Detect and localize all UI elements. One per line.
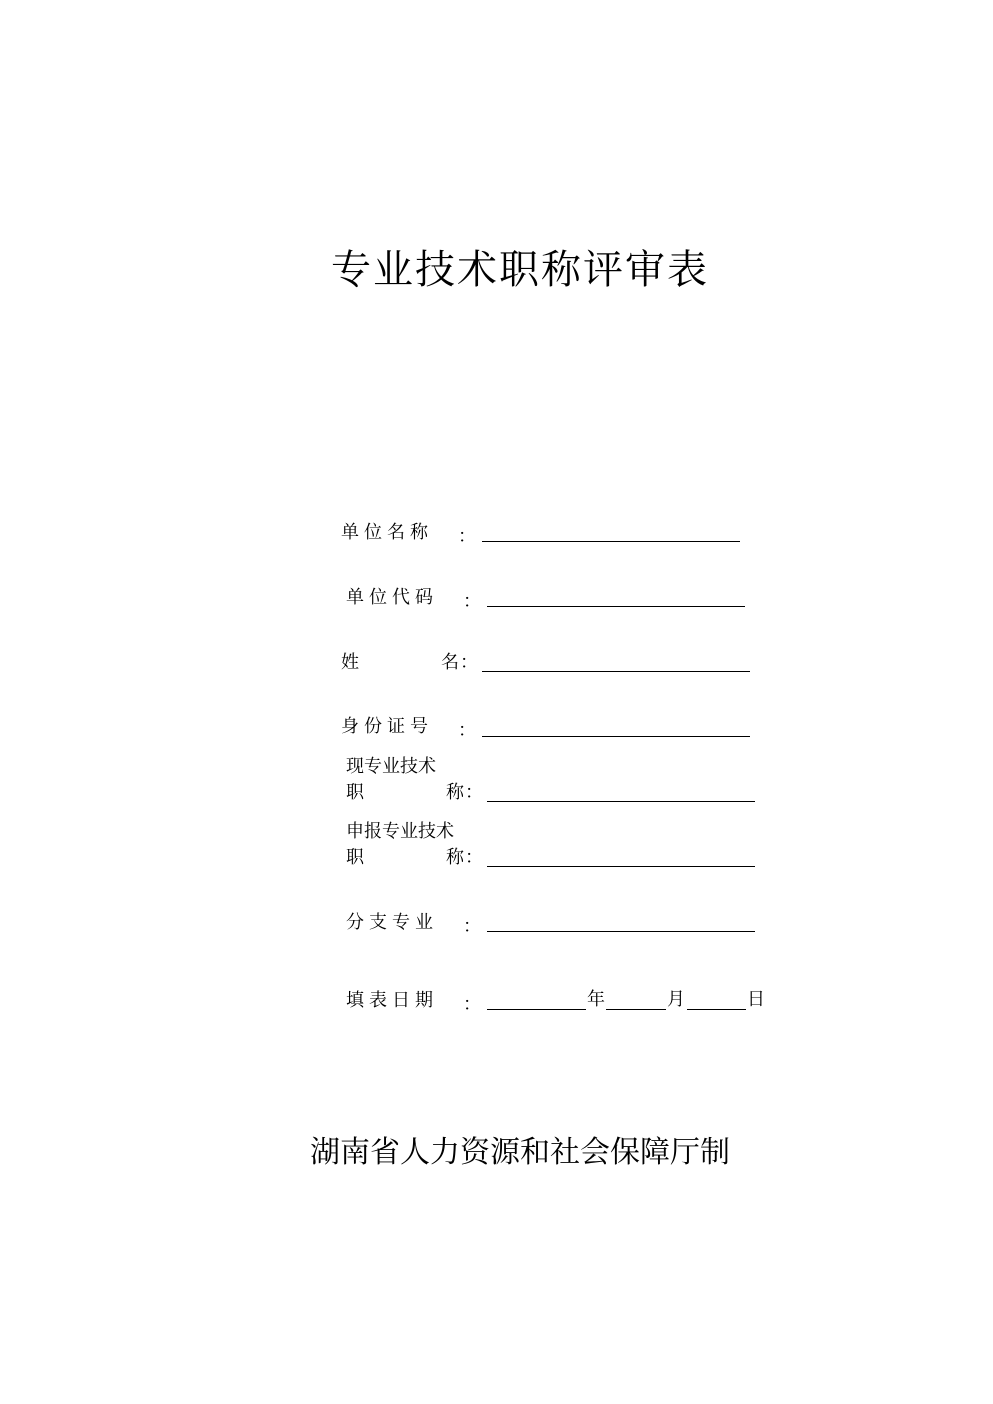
unit-name-colon: ：	[458, 526, 476, 547]
specialty-label: 分支专业	[346, 912, 438, 933]
fill-date-month-word: 月	[667, 989, 685, 1010]
current-title-label-right: 称	[446, 782, 464, 803]
id-number-field[interactable]	[482, 736, 750, 737]
page-title: 专业技术职称评审表	[331, 247, 709, 293]
fill-date-month-field[interactable]	[606, 1009, 666, 1010]
fill-date-colon: ：	[463, 994, 481, 1015]
unit-name-label: 单位名称	[341, 522, 433, 543]
fill-date-year-field[interactable]	[487, 1009, 586, 1010]
current-title-colon: ：	[465, 782, 483, 803]
name-colon: ：	[460, 652, 478, 673]
fill-date-year-word: 年	[587, 989, 605, 1010]
applied-title-label-left: 职	[346, 847, 364, 868]
specialty-field[interactable]	[487, 931, 755, 932]
current-title-label-left: 职	[346, 782, 364, 803]
fill-date-day-word: 日	[747, 989, 765, 1010]
applied-title-field[interactable]	[487, 866, 755, 867]
applied-title-label-right: 称	[446, 847, 464, 868]
fill-date-label: 填表日期	[346, 990, 438, 1011]
id-number-colon: ：	[458, 720, 476, 741]
unit-code-colon: ：	[463, 591, 481, 612]
specialty-colon: ：	[463, 916, 481, 937]
applied-title-colon: ：	[465, 847, 483, 868]
id-number-label: 身份证号	[341, 716, 433, 737]
unit-code-label: 单位代码	[346, 587, 438, 608]
unit-name-field[interactable]	[482, 541, 740, 542]
applied-title-label-line1: 申报专业技术	[346, 821, 454, 842]
unit-code-field[interactable]	[487, 606, 745, 607]
current-title-label-line1: 现专业技术	[346, 756, 436, 777]
current-title-field[interactable]	[487, 801, 755, 802]
name-field[interactable]	[482, 671, 750, 672]
fill-date-day-field[interactable]	[687, 1009, 746, 1010]
name-label-left: 姓	[341, 652, 359, 673]
issuer: 湖南省人力资源和社会保障厅制	[310, 1135, 730, 1170]
name-label-right: 名	[441, 652, 459, 673]
